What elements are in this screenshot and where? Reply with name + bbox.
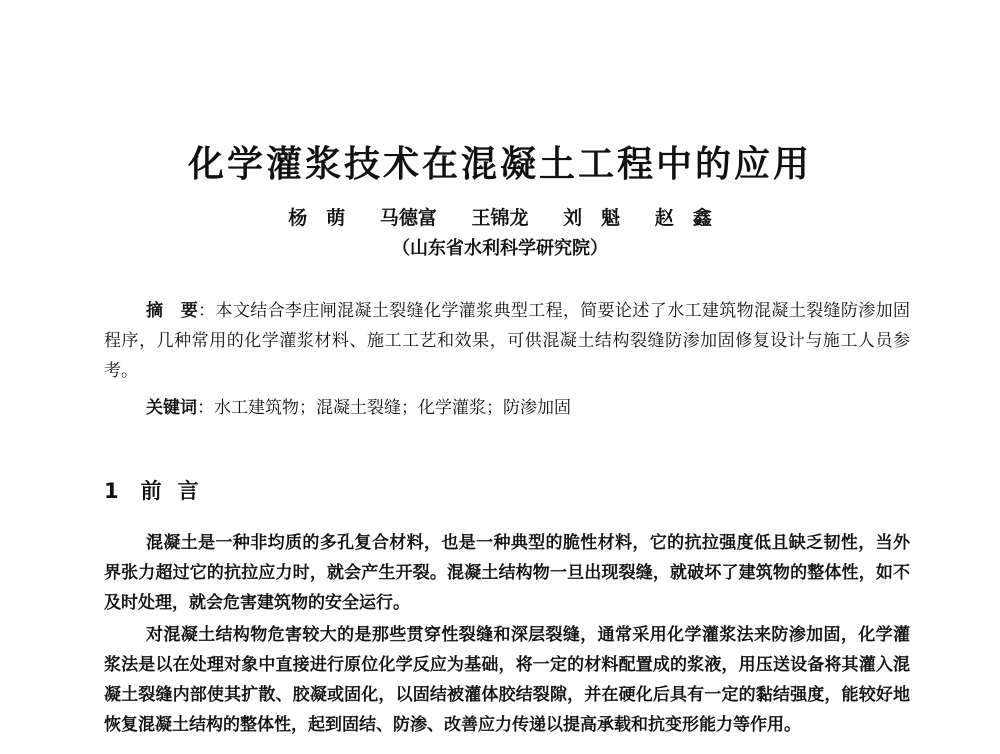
paper-title: 化学灌浆技术在混凝土工程中的应用 bbox=[187, 144, 812, 185]
body-paragraph: 对混凝土结构物危害较大的是那些贯穿性裂缝和深层裂缝，通常采用化学灌浆法来防渗加固，化学灌浆法是以在处理对象中直接进行原位化学反应为基础，将一定的材料配置成的浆液，用压送设备将其灌入混凝土裂缝内部使其扩散、胶凝或固化，以固结被灌体胶结裂隙，并在硬化后具有一定的黏结强度，能较好地恢复混凝土结构的整体性，起到固结、防渗、改善应力传递以提高承载和抗变形能力等作用。 bbox=[104, 625, 910, 735]
author-name: 马德富 bbox=[379, 207, 437, 229]
abstract-label: 摘 要 bbox=[146, 301, 199, 321]
section-number: 1 bbox=[104, 479, 119, 503]
author-name: 赵 鑫 bbox=[654, 207, 712, 229]
keywords-label: 关键词 bbox=[146, 398, 197, 418]
section-heading bbox=[104, 476, 199, 506]
affiliation: （山东省水利科学研究院） bbox=[392, 238, 608, 259]
abstract-text: ：本文结合李庄闸混凝土裂缝化学灌浆典型工程，简要论述了水工建筑物混凝土裂缝防渗加固程序，几种常用的化学灌浆材料、施工工艺和效果，可供混凝土结构裂缝防渗加固修复设计与施工人员参考。 bbox=[104, 301, 911, 381]
body-paragraph: 混凝土是一种非均质的多孔复合材料，也是一种典型的脆性材料，它的抗拉强度低且缺乏韧性，当外界张力超过它的抗拉应力时，就会产生开裂。混凝土结构物一旦出现裂缝，就破坏了建筑物的整体性，如不及时处理，就会危害建筑物的安全运行。 bbox=[104, 533, 910, 613]
author-name: 王锦龙 bbox=[471, 207, 529, 229]
author-list bbox=[0, 205, 1000, 231]
section-title-part: 言 bbox=[177, 479, 199, 503]
keywords-text: ：水工建筑物；混凝土裂缝；化学灌浆；防渗加固 bbox=[197, 398, 571, 418]
section-title-part: 前 bbox=[140, 479, 162, 503]
keywords bbox=[146, 393, 571, 423]
author-name: 刘 魁 bbox=[563, 207, 621, 229]
abstract bbox=[104, 296, 910, 386]
author-name: 杨 萌 bbox=[288, 207, 346, 229]
